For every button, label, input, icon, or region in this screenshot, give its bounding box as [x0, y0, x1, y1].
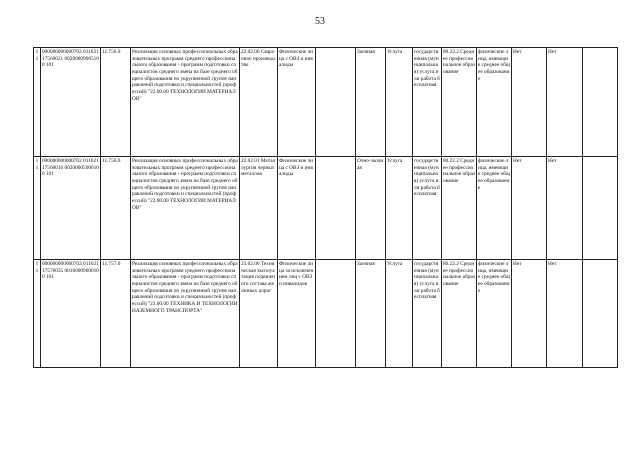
payment-basis: государственная (муниципальная) услуга или работа бесплатная: [413, 48, 442, 157]
table-row: [34, 260, 618, 368]
empty-cell: [583, 260, 618, 368]
row-number: 11: [34, 48, 41, 157]
row-number: 11: [34, 260, 41, 368]
flag-cell: Нет: [512, 260, 547, 368]
okved-code: 80.22.2 Среднее профессиональное образование: [442, 260, 477, 368]
specialty: 22.02.01 Металлургия черных металлов: [240, 157, 278, 260]
service-name: Реализация основных профессиональных образовательных программ среднего профессионального образования - программ подготовки специалистов среднего звена на базе среднего общего образования по укрупненной группе направлений подготовки и специальностей (профессий) "22.00.00 ТЕХНОЛОГИИ МАТЕРИАЛОВ": [131, 48, 240, 157]
service-code: 11.756.0: [101, 48, 131, 157]
consumer-category: Физические лица с ОВЗ и инвалиды: [278, 157, 316, 260]
empty-cell: [583, 157, 618, 260]
empty-cell: [316, 157, 356, 260]
service-name: Реализация основных профессиональных образовательных программ среднего профессионального образования - программ подготовки специалистов среднего звена на базе среднего общего образования по укрупненной группе направлений подготовки и специальностей (профессий) "22.00.00 ТЕХНОЛОГИИ МАТЕРИАЛОВ": [131, 157, 240, 260]
registry-code: 000000000000702 01162117560016 00200005006100 101: [41, 157, 101, 260]
specialty: 23.02.06 Техническая эксплуатация подвижного состава железных дорог: [240, 260, 278, 368]
row-number: 11: [34, 157, 41, 260]
service-type: Услуга: [386, 260, 413, 368]
study-form: Очно-заочная: [356, 157, 386, 260]
specialty: 22.02.06 Сварочное производство: [240, 48, 278, 157]
registry-table: [33, 47, 618, 368]
service-name: Реализация основных профессиональных образовательных программ среднего профессионального образования - программ подготовки специалистов среднего звена на базе среднего общего образования по укрупненной группе направлений подготовки и специальностей (профессий) "23.00.00 ТЕХНИКА И ТЕХНОЛОГИИ НАЗЕМНОГО ТРАНСПОРТА": [131, 260, 240, 368]
flag-cell: Нет: [547, 260, 583, 368]
service-code: 11.757.0: [101, 260, 131, 368]
service-type: Услуга: [386, 157, 413, 260]
empty-cell: [316, 48, 356, 157]
consumer-category: Физические лица за исключением лиц с ОВЗ и инвалидов: [278, 260, 316, 368]
registry-code: 000000000000702 01162117570035 00100009000100 101: [41, 260, 101, 368]
empty-cell: [583, 48, 618, 157]
flag-cell: Нет: [547, 48, 583, 157]
payment-basis: государственная (муниципальная) услуга или работа бесплатная: [413, 260, 442, 368]
empty-cell: [316, 260, 356, 368]
table-row: [34, 157, 618, 260]
okved-code: 80.22.2 Среднее профессиональное образование: [442, 157, 477, 260]
study-form: Заочная: [356, 260, 386, 368]
recipient-category: физические лица, имеющие среднее общее образование: [477, 157, 512, 260]
flag-cell: Нет: [547, 157, 583, 260]
table-row: [34, 48, 618, 157]
flag-cell: Нет: [512, 48, 547, 157]
flag-cell: Нет: [512, 157, 547, 260]
payment-basis: государственная (муниципальная) услуга или работа бесплатная: [413, 157, 442, 260]
recipient-category: физические лица, имеющие среднее общее образование: [477, 48, 512, 157]
service-type: Услуга: [386, 48, 413, 157]
study-form: Заочная: [356, 48, 386, 157]
okved-code: 80.22.2 Среднее профессиональное образование: [442, 48, 477, 157]
page-number: 53: [315, 16, 325, 27]
service-code: 11.756.0: [101, 157, 131, 260]
registry-code: 000000000000702 01162117560021 00200009005100 101: [41, 48, 101, 157]
consumer-category: Физические лица с ОВЗ и инвалиды: [278, 48, 316, 157]
recipient-category: физические лица, имеющие среднее общее образование: [477, 260, 512, 368]
